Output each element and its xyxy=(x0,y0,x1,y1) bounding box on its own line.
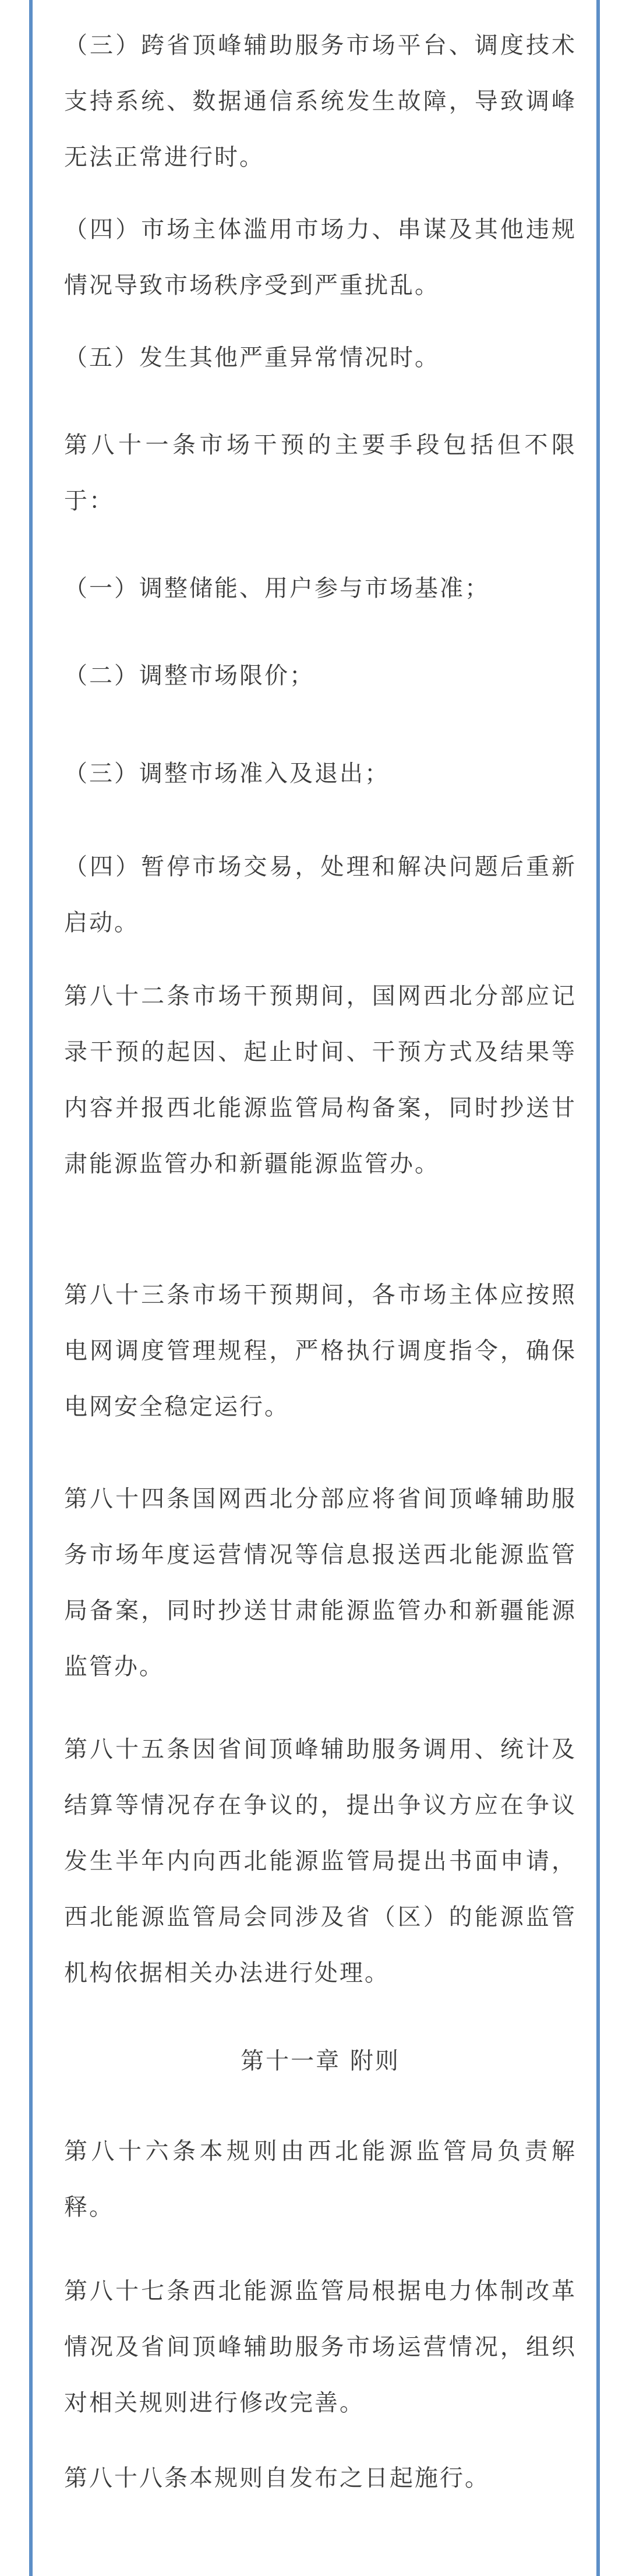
article-85: 第八十五条因省间顶峰辅助服务调用、统计及结算等情况存在争议的，提出争议方应在争议发生半年内向西北能源监管局提出书面申请，西北能源监管局会同涉及省（区）的能源监管机构依据相关办法进行处理。 xyxy=(64,1736,577,1986)
article-87: 第八十七条西北能源监管局根据电力体制改革情况及省间顶峰辅助服务市场运营情况，组织对相关规则进行修改完善。 xyxy=(64,2278,577,2416)
article-82: 第八十二条市场干预期间，国网西北分部应记录干预的起因、起止时间、干预方式及结果等内容并报西北能源监管局构备案，同时抄送甘肃能源监管办和新疆能源监管办。 xyxy=(64,983,577,1177)
article-83: 第八十三条市场干预期间，各市场主体应按照电网调度管理规程，严格执行调度指令，确保电网安全稳定运行。 xyxy=(64,1282,577,1420)
chapter-11-heading: 第十一章 附则 xyxy=(241,2048,400,2074)
paragraph-5-other-anomalies: （五）发生其他严重异常情况时。 xyxy=(64,344,440,371)
item-3-adjust-access: （三）调整市场准入及退出； xyxy=(64,760,390,787)
item-4-suspend-trading: （四）暂停市场交易，处理和解决问题后重新启动。 xyxy=(64,853,577,936)
paragraph-4-market-abuse: （四）市场主体滥用市场力、串谋及其他违规情况导致市场秩序受到严重扰乱。 xyxy=(64,216,577,299)
left-frame-border xyxy=(29,0,33,2576)
right-frame-border xyxy=(596,0,600,2576)
article-86: 第八十六条本规则由西北能源监管局负责解释。 xyxy=(64,2138,577,2221)
item-2-adjust-price-cap: （二）调整市场限价； xyxy=(64,662,314,689)
article-81: 第八十一条市场干预的主要手段包括但不限于： xyxy=(64,432,577,514)
article-88: 第八十八条本规则自发布之日起施行。 xyxy=(64,2465,490,2492)
item-1-adjust-baseline: （一）调整储能、用户参与市场基准； xyxy=(64,575,490,602)
paragraph-3-platform-failure: （三）跨省顶峰辅助服务市场平台、调度技术支持系统、数据通信系统发生故障，导致调峰无法正常进行时。 xyxy=(64,32,577,171)
article-84: 第八十四条国网西北分部应将省间顶峰辅助服务市场年度运营情况等信息报送西北能源监管局备案，同时抄送甘肃能源监管办和新疆能源监管办。 xyxy=(64,1485,577,1680)
